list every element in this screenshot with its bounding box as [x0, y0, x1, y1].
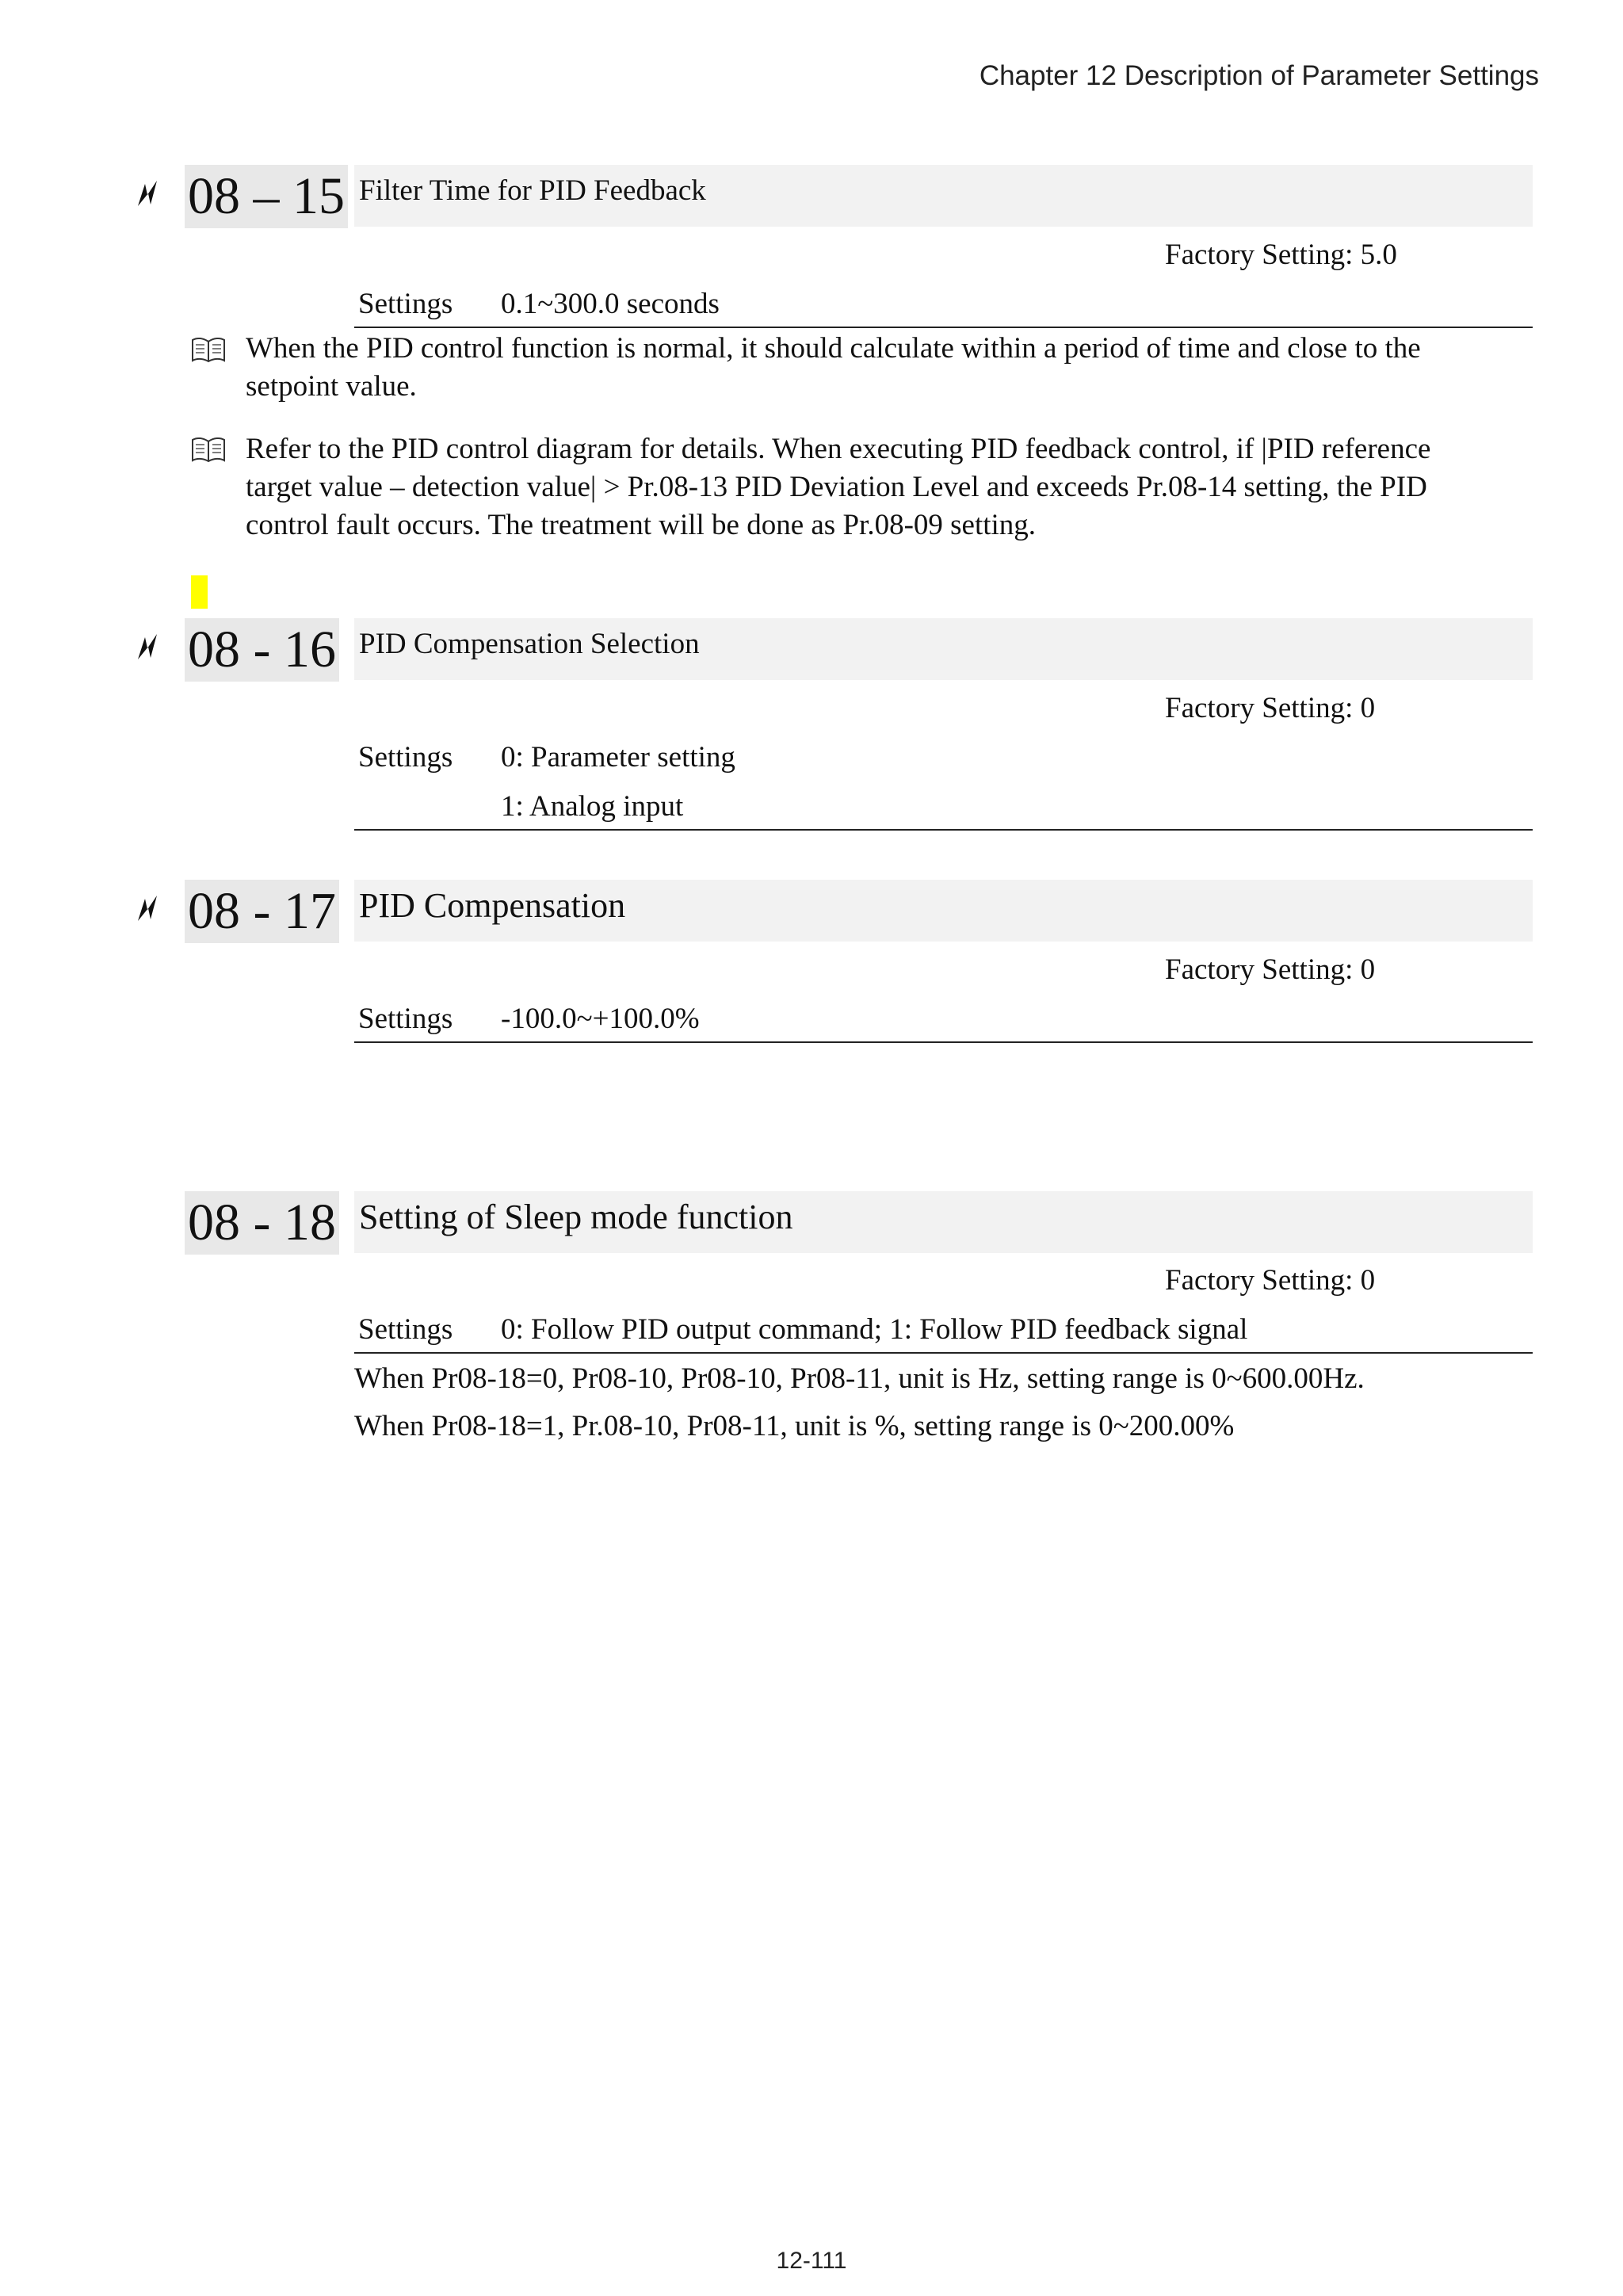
settings-label: Settings: [358, 741, 453, 774]
description-line: When Pr08-18=0, Pr08-10, Pr08-10, Pr08-11, unit is Hz, setting range is 0~600.00Hz.: [354, 1362, 1365, 1395]
open-book-icon: [190, 437, 227, 464]
page-number: 12-111: [776, 2248, 847, 2274]
param-title-08-17: PID Compensation: [354, 880, 1533, 942]
settings-label: Settings: [358, 1313, 453, 1346]
param-number-08-18: 08 - 18: [185, 1191, 339, 1255]
param-number-08-17: 08 - 17: [185, 880, 339, 943]
note-text: When the PID control function is normal, it should calculate within a period of time and close to the setpoint value.: [246, 332, 1421, 403]
settings-value: 0: Parameter setting: [501, 741, 735, 774]
param-number-08-15: 08 – 15: [185, 165, 348, 228]
settings-value: -100.0~+100.0%: [501, 1003, 700, 1035]
description-line: When Pr08-18=1, Pr.08-10, Pr08-11, unit is %, setting range is 0~200.00%: [354, 1410, 1235, 1442]
factory-setting-08-16: Factory Setting: 0: [1165, 692, 1376, 724]
param-number-08-16: 08 - 16: [185, 618, 339, 682]
lightning-bolt-icon: [133, 178, 163, 209]
settings-value: 0: Follow PID output command; 1: Follow PID feedback signal: [501, 1313, 1248, 1346]
lightning-bolt-icon: [133, 892, 163, 924]
settings-divider: [354, 327, 1533, 328]
note-text: Refer to the PID control diagram for details. When executing PID feedback control, if |PID reference target value – detection value| > Pr.08-13 PID Deviation Level and exceeds Pr.08-14 setting, the PID control fault occurs. The treatment will be done as Pr.08-09 setting.: [246, 433, 1431, 541]
settings-divider: [354, 1352, 1533, 1354]
settings-divider: [354, 829, 1533, 831]
param-title-08-18: Setting of Sleep mode function: [354, 1191, 1533, 1253]
settings-divider: [354, 1041, 1533, 1043]
open-book-icon: [190, 337, 227, 364]
factory-setting-08-18: Factory Setting: 0: [1165, 1264, 1376, 1297]
settings-label: Settings: [358, 288, 453, 320]
factory-setting-08-15: Factory Setting: 5.0: [1165, 239, 1397, 271]
highlight-mark: [191, 575, 208, 609]
param-title-08-16: PID Compensation Selection: [354, 618, 1533, 680]
lightning-bolt-icon: [133, 631, 163, 663]
settings-label: Settings: [358, 1003, 453, 1035]
settings-value: 0.1~300.0 seconds: [501, 288, 720, 320]
chapter-header: Chapter 12 Description of Parameter Settings: [979, 60, 1539, 91]
param-title-08-15: Filter Time for PID Feedback: [354, 165, 1533, 227]
settings-value: 1: Analog input: [501, 790, 684, 823]
factory-setting-08-17: Factory Setting: 0: [1165, 953, 1376, 986]
